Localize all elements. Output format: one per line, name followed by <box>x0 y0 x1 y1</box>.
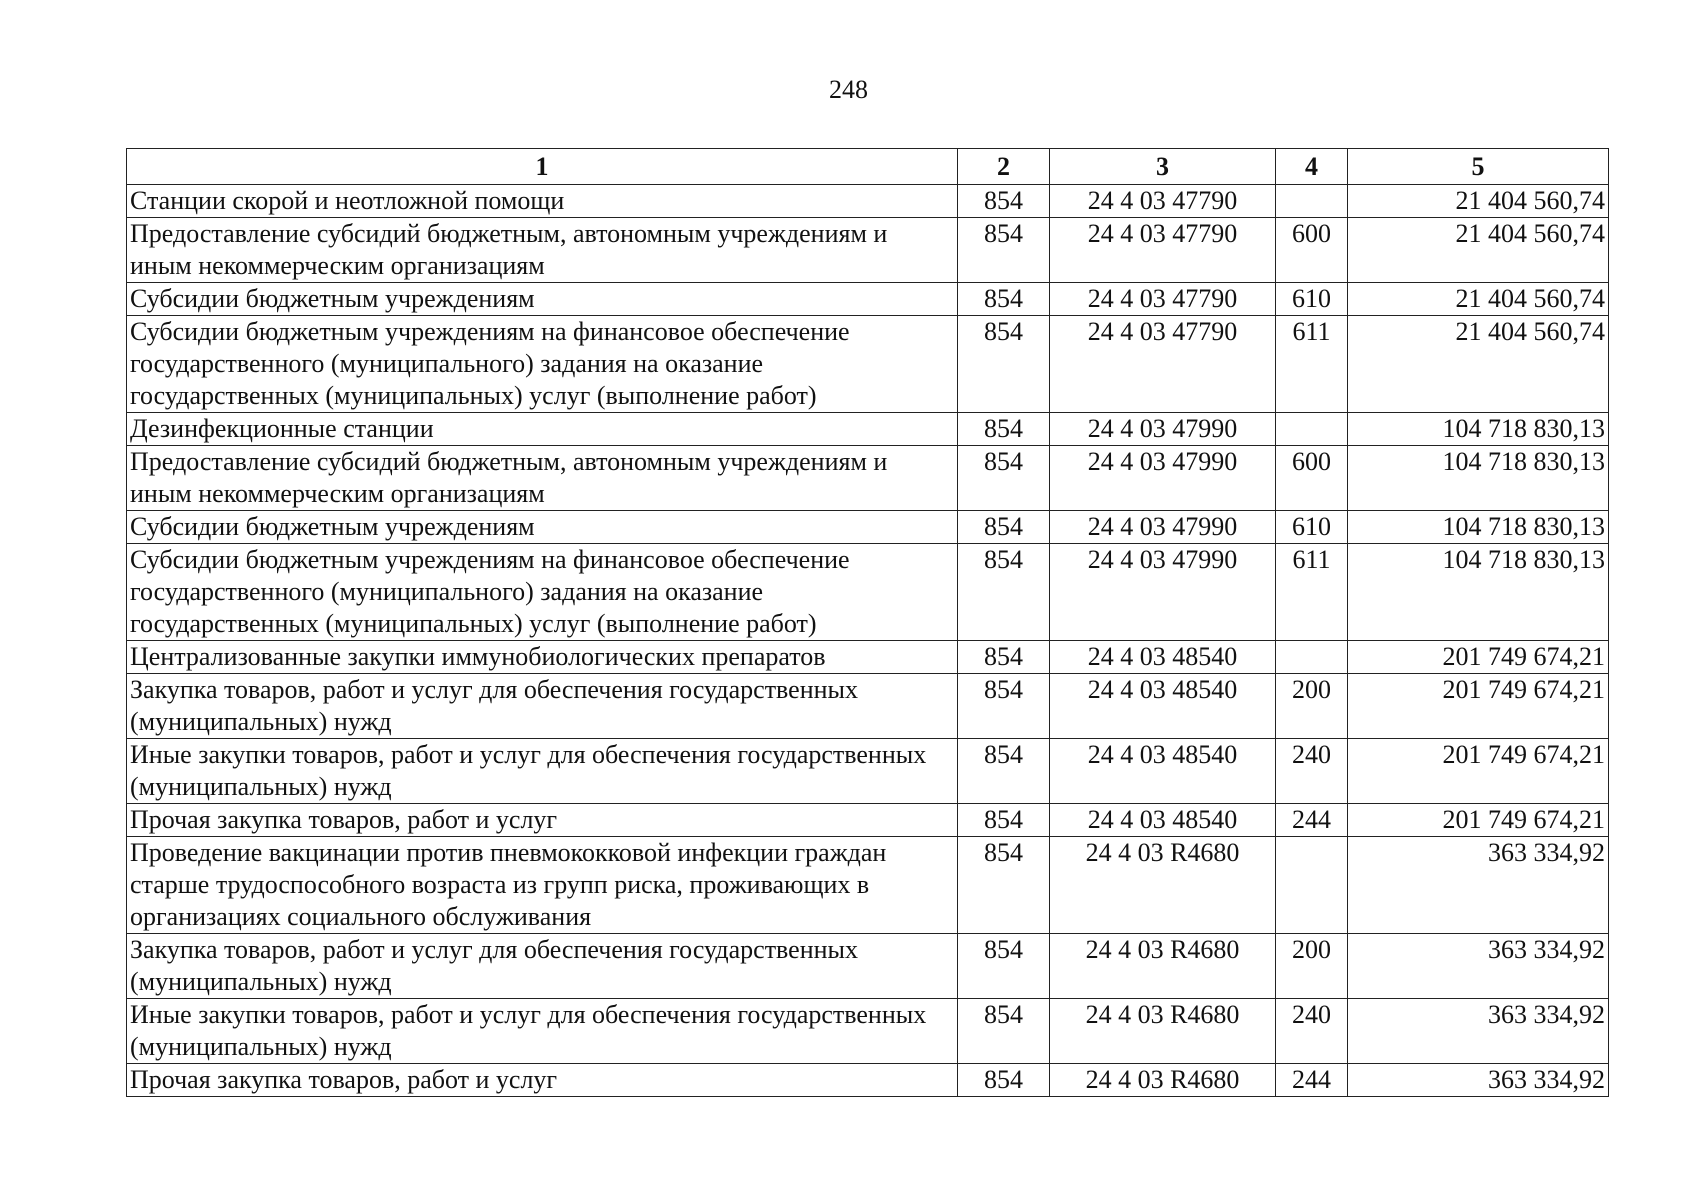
cell-amount: 21 404 560,74 <box>1348 316 1609 413</box>
cell-expense-type: 240 <box>1276 739 1348 804</box>
cell-code: 24 4 03 R4680 <box>1050 934 1276 999</box>
cell-code: 24 4 03 47790 <box>1050 283 1276 316</box>
table-row <box>127 934 1609 999</box>
cell-expense-type <box>1276 641 1348 674</box>
page-number: 248 <box>829 75 868 104</box>
cell-name: Закупка товаров, работ и услуг для обеспечения государственных (муниципальных) нужд <box>127 674 958 739</box>
cell-amount: 21 404 560,74 <box>1348 218 1609 283</box>
table-body <box>127 185 1609 1097</box>
cell-amount: 363 334,92 <box>1348 999 1609 1064</box>
cell-name: Прочая закупка товаров, работ и услуг <box>127 804 958 837</box>
cell-ministry: 854 <box>958 511 1050 544</box>
cell-name: Субсидии бюджетным учреждениям <box>127 283 958 316</box>
cell-expense-type: 244 <box>1276 1064 1348 1097</box>
cell-ministry: 854 <box>958 446 1050 511</box>
cell-name: Централизованные закупки иммунобиологических препаратов <box>127 641 958 674</box>
cell-amount: 21 404 560,74 <box>1348 283 1609 316</box>
cell-expense-type: 611 <box>1276 316 1348 413</box>
cell-amount: 104 718 830,13 <box>1348 446 1609 511</box>
cell-ministry: 854 <box>958 739 1050 804</box>
table-header-row <box>127 149 1609 185</box>
cell-name: Субсидии бюджетным учреждениям на финансовое обеспечение государственного (муниципального) задания на оказание государственных (муниципальных) услуг (выполнение работ) <box>127 544 958 641</box>
cell-ministry: 854 <box>958 185 1050 218</box>
cell-name: Дезинфекционные станции <box>127 413 958 446</box>
cell-amount: 363 334,92 <box>1348 837 1609 934</box>
cell-code: 24 4 03 R4680 <box>1050 1064 1276 1097</box>
column-header-1: 1 <box>127 149 958 185</box>
cell-amount: 104 718 830,13 <box>1348 413 1609 446</box>
cell-ministry: 854 <box>958 1064 1050 1097</box>
cell-code: 24 4 03 47790 <box>1050 218 1276 283</box>
cell-expense-type: 200 <box>1276 674 1348 739</box>
cell-expense-type: 610 <box>1276 283 1348 316</box>
cell-name: Станции скорой и неотложной помощи <box>127 185 958 218</box>
cell-ministry: 854 <box>958 934 1050 999</box>
cell-expense-type: 611 <box>1276 544 1348 641</box>
cell-name: Прочая закупка товаров, работ и услуг <box>127 1064 958 1097</box>
cell-amount: 201 749 674,21 <box>1348 739 1609 804</box>
cell-amount: 201 749 674,21 <box>1348 674 1609 739</box>
column-header-4: 4 <box>1276 149 1348 185</box>
cell-expense-type <box>1276 837 1348 934</box>
table-row <box>127 316 1609 413</box>
cell-code: 24 4 03 47990 <box>1050 413 1276 446</box>
cell-code: 24 4 03 47990 <box>1050 511 1276 544</box>
cell-name: Предоставление субсидий бюджетным, автономным учреждениям и иным некоммерческим организациям <box>127 218 958 283</box>
cell-name: Проведение вакцинации против пневмококковой инфекции граждан старше трудоспособного возраста из групп риска, проживающих в организациях социального обслуживания <box>127 837 958 934</box>
cell-name: Иные закупки товаров, работ и услуг для обеспечения государственных (муниципальных) нужд <box>127 739 958 804</box>
table-row <box>127 544 1609 641</box>
table-row <box>127 837 1609 934</box>
cell-expense-type: 600 <box>1276 218 1348 283</box>
table-row <box>127 511 1609 544</box>
table-row <box>127 641 1609 674</box>
cell-ministry: 854 <box>958 218 1050 283</box>
cell-ministry: 854 <box>958 641 1050 674</box>
cell-code: 24 4 03 47990 <box>1050 544 1276 641</box>
table-row <box>127 1064 1609 1097</box>
budget-table <box>126 148 1609 1097</box>
cell-name: Субсидии бюджетным учреждениям <box>127 511 958 544</box>
cell-code: 24 4 03 48540 <box>1050 804 1276 837</box>
column-header-5: 5 <box>1348 149 1609 185</box>
cell-amount: 201 749 674,21 <box>1348 641 1609 674</box>
cell-expense-type: 240 <box>1276 999 1348 1064</box>
cell-name: Субсидии бюджетным учреждениям на финансовое обеспечение государственного (муниципального) задания на оказание государственных (муниципальных) услуг (выполнение работ) <box>127 316 958 413</box>
cell-code: 24 4 03 48540 <box>1050 739 1276 804</box>
cell-code: 24 4 03 47790 <box>1050 316 1276 413</box>
cell-code: 24 4 03 47790 <box>1050 185 1276 218</box>
cell-ministry: 854 <box>958 413 1050 446</box>
table-row <box>127 739 1609 804</box>
cell-code: 24 4 03 R4680 <box>1050 837 1276 934</box>
cell-name: Предоставление субсидий бюджетным, автономным учреждениям и иным некоммерческим организациям <box>127 446 958 511</box>
cell-amount: 201 749 674,21 <box>1348 804 1609 837</box>
cell-code: 24 4 03 48540 <box>1050 674 1276 739</box>
cell-amount: 21 404 560,74 <box>1348 185 1609 218</box>
cell-code: 24 4 03 48540 <box>1050 641 1276 674</box>
cell-ministry: 854 <box>958 544 1050 641</box>
cell-amount: 104 718 830,13 <box>1348 511 1609 544</box>
cell-ministry: 854 <box>958 804 1050 837</box>
cell-code: 24 4 03 R4680 <box>1050 999 1276 1064</box>
cell-ministry: 854 <box>958 283 1050 316</box>
column-header-2: 2 <box>958 149 1050 185</box>
cell-ministry: 854 <box>958 999 1050 1064</box>
cell-name: Закупка товаров, работ и услуг для обеспечения государственных (муниципальных) нужд <box>127 934 958 999</box>
cell-amount: 363 334,92 <box>1348 934 1609 999</box>
table-row <box>127 283 1609 316</box>
table-row <box>127 185 1609 218</box>
cell-name: Иные закупки товаров, работ и услуг для обеспечения государственных (муниципальных) нужд <box>127 999 958 1064</box>
table-row <box>127 674 1609 739</box>
cell-expense-type: 244 <box>1276 804 1348 837</box>
cell-expense-type: 600 <box>1276 446 1348 511</box>
cell-expense-type <box>1276 185 1348 218</box>
table-row <box>127 446 1609 511</box>
cell-amount: 104 718 830,13 <box>1348 544 1609 641</box>
cell-expense-type: 610 <box>1276 511 1348 544</box>
table-row <box>127 413 1609 446</box>
cell-expense-type: 200 <box>1276 934 1348 999</box>
cell-amount: 363 334,92 <box>1348 1064 1609 1097</box>
column-header-3: 3 <box>1050 149 1276 185</box>
table-row <box>127 804 1609 837</box>
cell-code: 24 4 03 47990 <box>1050 446 1276 511</box>
cell-expense-type <box>1276 413 1348 446</box>
cell-ministry: 854 <box>958 674 1050 739</box>
table-row <box>127 999 1609 1064</box>
cell-ministry: 854 <box>958 316 1050 413</box>
table-row <box>127 218 1609 283</box>
cell-ministry: 854 <box>958 837 1050 934</box>
